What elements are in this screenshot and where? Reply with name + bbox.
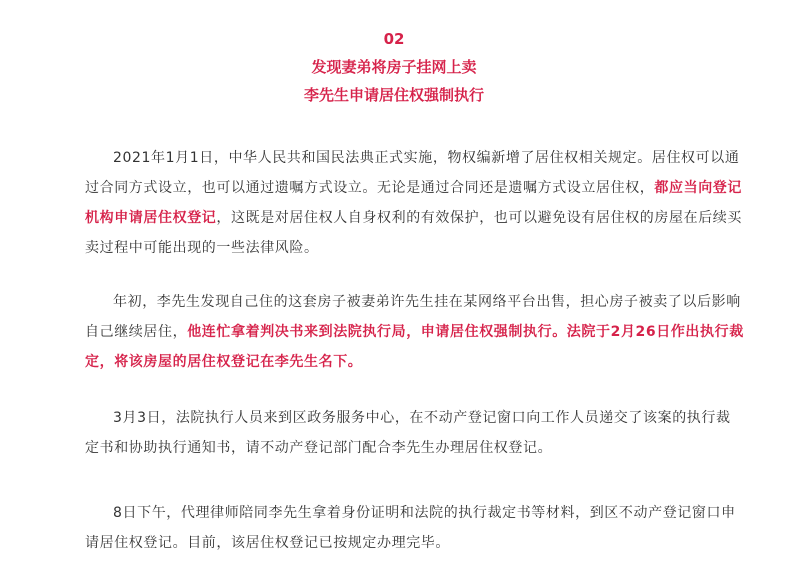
section-heading <box>0 0 788 109</box>
highlighted-text: 他连忙拿着判决书来到法院执行局，申请居住权强制执行。法院于2月26日作出执行裁定，将该房屋的居住权登记在李先生名下。 <box>85 324 744 370</box>
paragraph-4 <box>85 498 745 558</box>
paragraph-2 <box>85 287 745 377</box>
paragraph-text: 3月3日，法院执行人员来到区政务服务中心，在不动产登记窗口向工作人员递交了该案的执行裁定书和协助执行通知书，请不动产登记部门配合李先生办理居住权登记。 <box>85 410 731 456</box>
paragraph-1 <box>85 143 745 263</box>
paragraph-text: 8日下午，代理律师陪同李先生拿着身份证明和法院的执行裁定书等材料，到区不动产登记窗口申请居住权登记。目前，该居住权登记已按规定办理完毕。 <box>85 505 736 551</box>
highlighted-text: 都应当向登记机构申请居住权登记 <box>85 180 743 226</box>
paragraph-3 <box>85 403 745 463</box>
section-title-line-2: 李先生申请居住权强制执行 <box>303 86 484 104</box>
paragraph-text: ，这既是对居住权人自身权利的有效保护，也可以避免设有居住权的房屋在后续买卖过程中可能出现的一些法律风险。 <box>85 210 743 256</box>
paragraph-text: 2021年1月1日，中华人民共和国民法典正式实施，物权编新增了居住权相关规定。居住权可以通过合同方式设立，也可以通过遗嘱方式设立。无论是通过合同还是遗嘱方式设立居住权， <box>85 150 740 196</box>
section-number: 02 <box>383 30 405 48</box>
paragraph-text: 年初，李先生发现自己住的这套房子被妻弟许先生挂在某网络平台出售，担心房子被卖了以后影响自己继续居住， <box>85 294 741 340</box>
section-title-line-1: 发现妻弟将房子挂网上卖 <box>311 58 477 76</box>
